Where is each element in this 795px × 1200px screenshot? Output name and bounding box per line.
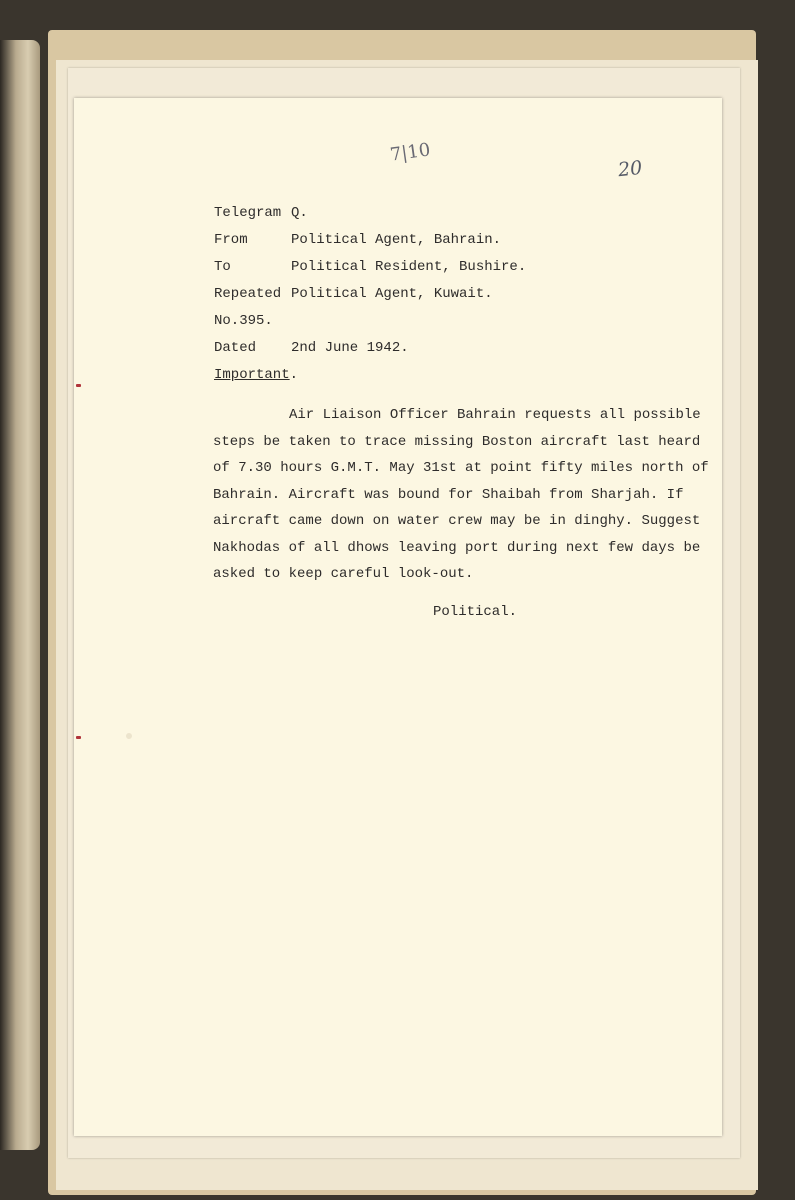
red-margin-mark (76, 384, 81, 387)
file-binding-edge (0, 40, 40, 1150)
header-row-priority (214, 367, 298, 383)
red-margin-mark (76, 736, 81, 739)
header-value: Political Agent, Kuwait. (291, 286, 493, 302)
header-label: From (214, 232, 248, 248)
header-label: To (214, 259, 231, 275)
folio-number: 7|10 (388, 139, 432, 166)
priority-label: Important (214, 367, 290, 383)
body-line: asked to keep careful look-out. (213, 566, 474, 582)
telegram-page (74, 98, 722, 1136)
priority-punctuation: . (289, 367, 299, 383)
body-line: Nakhodas of all dhows leaving port during next few days be (213, 539, 701, 556)
body-line: Bahrain. Aircraft was bound for Shaibah from Sharjah. If (213, 486, 684, 503)
body-line: Air Liaison Officer Bahrain requests all possible (289, 407, 701, 423)
body-line: aircraft came down on water crew may be in dinghy. Suggest (213, 513, 701, 529)
header-value: Political Resident, Bushire. (291, 259, 527, 275)
header-label: Dated (214, 340, 257, 356)
header-value: 2nd June 1942. (291, 340, 409, 356)
page-number: 20 (616, 156, 644, 182)
header-label: Repeated (214, 286, 282, 302)
signature: Political. (433, 604, 518, 620)
header-label: No.395. (214, 313, 273, 329)
header-value: Q. (291, 205, 308, 221)
telegram-body (213, 402, 709, 588)
punch-hole (126, 733, 132, 739)
header-label: Telegram (214, 205, 282, 221)
header-value: Political Agent, Bahrain. (291, 232, 502, 248)
body-line: of 7.30 hours G.M.T. May 31st at point fifty miles north of (213, 460, 709, 476)
body-line: steps be taken to trace missing Boston aircraft last heard (213, 433, 701, 450)
